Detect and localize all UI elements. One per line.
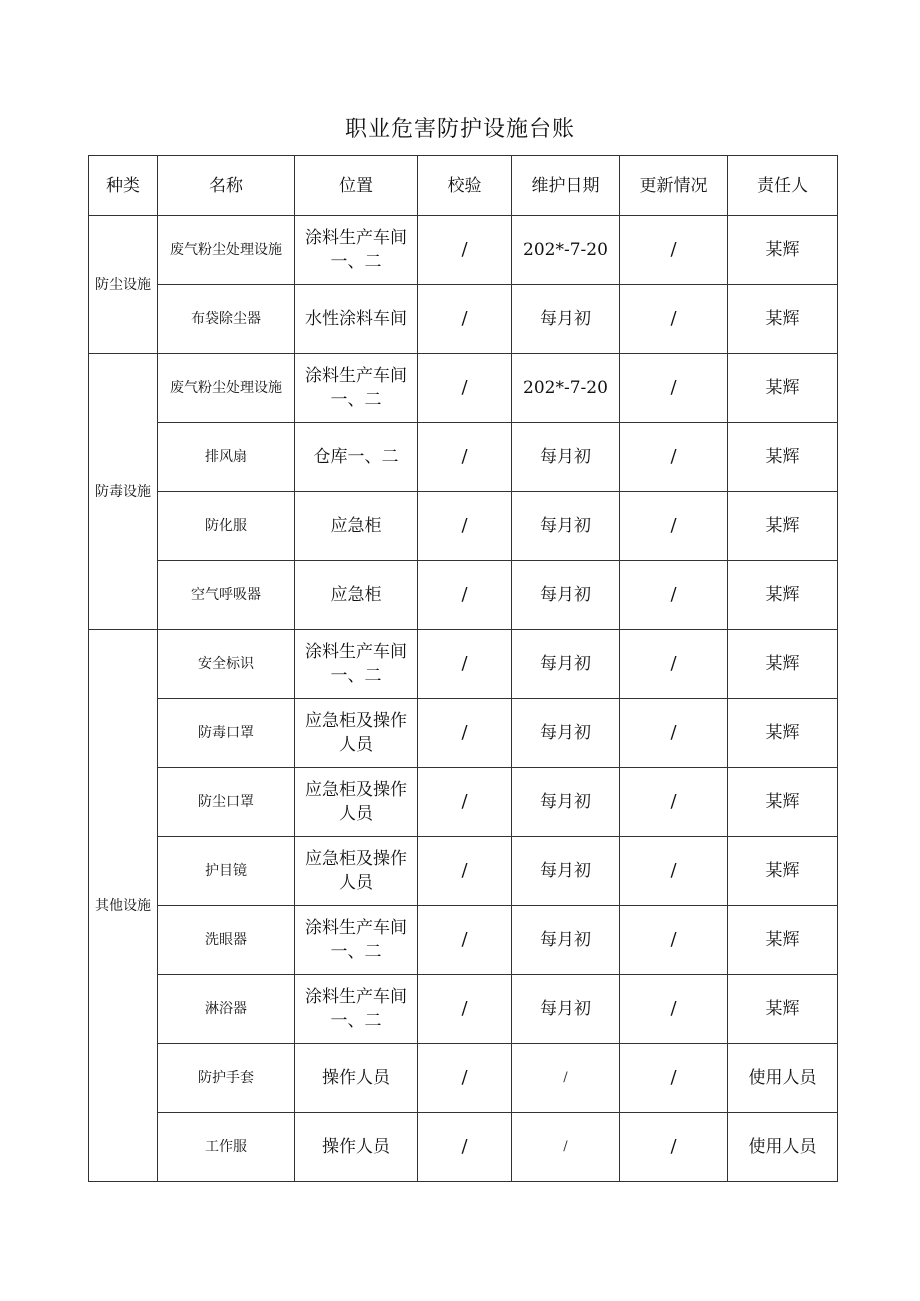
responsible-person: 某辉	[728, 216, 838, 285]
maintenance-date: 每月初	[512, 837, 620, 906]
facility-name: 防毒口罩	[158, 699, 295, 768]
table-row	[89, 768, 838, 837]
facility-name: 排风扇	[158, 423, 295, 492]
responsible-person: 某辉	[728, 975, 838, 1044]
facility-name: 布袋除尘器	[158, 285, 295, 354]
facility-name: 废气粉尘处理设施	[158, 354, 295, 423]
maintenance-date: 每月初	[512, 423, 620, 492]
category-cell: 防尘设施	[89, 216, 158, 354]
maintenance-date: 每月初	[512, 492, 620, 561]
facility-location: 涂料生产车间一、二	[295, 975, 418, 1044]
header-kind: 种类	[89, 156, 158, 216]
page-title: 职业危害防护设施台账	[344, 117, 575, 142]
update-status: /	[620, 492, 728, 561]
maintenance-date: /	[512, 1044, 620, 1113]
update-status: /	[620, 1044, 728, 1113]
category-cell: 其他设施	[89, 630, 158, 1182]
calibration-value: /	[418, 492, 512, 561]
table-row	[89, 423, 838, 492]
maintenance-date: 每月初	[512, 285, 620, 354]
facility-name: 护目镜	[158, 837, 295, 906]
maintenance-date: 每月初	[512, 906, 620, 975]
header-name: 名称	[158, 156, 295, 216]
maintenance-date: 每月初	[512, 975, 620, 1044]
header-location: 位置	[295, 156, 418, 216]
update-status: /	[620, 837, 728, 906]
update-status: /	[620, 1113, 728, 1182]
calibration-value: /	[418, 1044, 512, 1113]
table-row	[89, 630, 838, 699]
ledger-table	[88, 155, 838, 1182]
table-row	[89, 1044, 838, 1113]
calibration-value: /	[418, 768, 512, 837]
table-row	[89, 216, 838, 285]
table-row	[89, 837, 838, 906]
facility-name: 空气呼吸器	[158, 561, 295, 630]
calibration-value: /	[418, 837, 512, 906]
table-row	[89, 975, 838, 1044]
facility-location: 水性涂料车间	[295, 285, 418, 354]
facility-location: 涂料生产车间一、二	[295, 354, 418, 423]
responsible-person: 某辉	[728, 492, 838, 561]
update-status: /	[620, 423, 728, 492]
facility-name: 防化服	[158, 492, 295, 561]
facility-name: 废气粉尘处理设施	[158, 216, 295, 285]
maintenance-date: 每月初	[512, 699, 620, 768]
responsible-person: 某辉	[728, 768, 838, 837]
facility-name: 工作服	[158, 1113, 295, 1182]
facility-location: 应急柜及操作人员	[295, 768, 418, 837]
header-calibration: 校验	[418, 156, 512, 216]
calibration-value: /	[418, 630, 512, 699]
calibration-value: /	[418, 975, 512, 1044]
responsible-person: 某辉	[728, 906, 838, 975]
update-status: /	[620, 975, 728, 1044]
calibration-value: /	[418, 216, 512, 285]
maintenance-date: 202*-7-20	[512, 216, 620, 285]
update-status: /	[620, 699, 728, 768]
table-row	[89, 492, 838, 561]
update-status: /	[620, 906, 728, 975]
table-row	[89, 561, 838, 630]
update-status: /	[620, 285, 728, 354]
update-status: /	[620, 561, 728, 630]
update-status: /	[620, 354, 728, 423]
calibration-value: /	[418, 699, 512, 768]
facility-name: 安全标识	[158, 630, 295, 699]
facility-location: 涂料生产车间一、二	[295, 216, 418, 285]
facility-location: 应急柜	[295, 561, 418, 630]
category-cell: 防毒设施	[89, 354, 158, 630]
responsible-person: 使用人员	[728, 1113, 838, 1182]
responsible-person: 某辉	[728, 561, 838, 630]
table-row	[89, 906, 838, 975]
calibration-value: /	[418, 354, 512, 423]
facility-name: 防护手套	[158, 1044, 295, 1113]
responsible-person: 某辉	[728, 630, 838, 699]
table-row	[89, 699, 838, 768]
responsible-person: 某辉	[728, 699, 838, 768]
header-row	[89, 156, 838, 216]
facility-location: 应急柜	[295, 492, 418, 561]
update-status: /	[620, 216, 728, 285]
facility-location: 涂料生产车间一、二	[295, 630, 418, 699]
calibration-value: /	[418, 423, 512, 492]
calibration-value: /	[418, 561, 512, 630]
table-row	[89, 1113, 838, 1182]
facility-location: 应急柜及操作人员	[295, 699, 418, 768]
maintenance-date: 每月初	[512, 768, 620, 837]
responsible-person: 某辉	[728, 423, 838, 492]
header-owner: 责任人	[728, 156, 838, 216]
responsible-person: 使用人员	[728, 1044, 838, 1113]
header-maintenance: 维护日期	[512, 156, 620, 216]
header-update: 更新情况	[620, 156, 728, 216]
facility-location: 操作人员	[295, 1044, 418, 1113]
facility-name: 淋浴器	[158, 975, 295, 1044]
responsible-person: 某辉	[728, 285, 838, 354]
maintenance-date: 202*-7-20	[512, 354, 620, 423]
facility-location: 应急柜及操作人员	[295, 837, 418, 906]
facility-name: 洗眼器	[158, 906, 295, 975]
update-status: /	[620, 768, 728, 837]
maintenance-date: 每月初	[512, 561, 620, 630]
maintenance-date: /	[512, 1113, 620, 1182]
facility-location: 涂料生产车间一、二	[295, 906, 418, 975]
update-status: /	[620, 630, 728, 699]
calibration-value: /	[418, 1113, 512, 1182]
table-row	[89, 285, 838, 354]
calibration-value: /	[418, 285, 512, 354]
maintenance-date: 每月初	[512, 630, 620, 699]
facility-location: 仓库一、二	[295, 423, 418, 492]
table-row	[89, 354, 838, 423]
responsible-person: 某辉	[728, 354, 838, 423]
calibration-value: /	[418, 906, 512, 975]
facility-location: 操作人员	[295, 1113, 418, 1182]
facility-name: 防尘口罩	[158, 768, 295, 837]
responsible-person: 某辉	[728, 837, 838, 906]
